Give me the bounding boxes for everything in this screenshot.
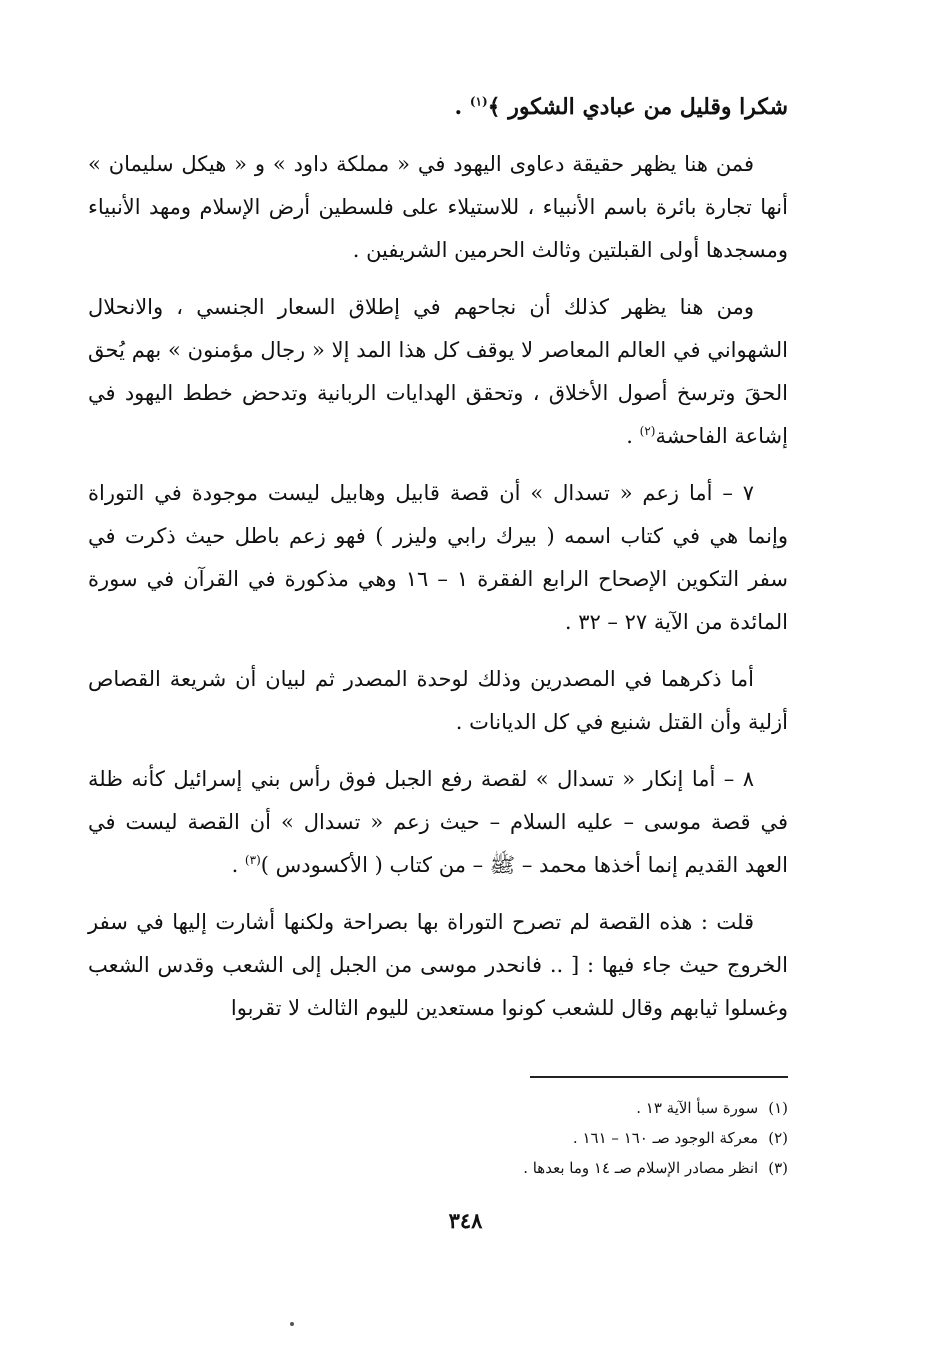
footnote-ref-3: (٣) [244, 853, 261, 867]
footnote-3: (٣)انظر مصادر الإسلام صـ ١٤ وما بعدها . [523, 1159, 788, 1177]
paragraph-point-8: ٨ – أما إنكار « تسدال » لقصة رفع الجبل فوق رأس بني إسرائيل كأنه ظلة في قصة موسى – عليه السلام – حيث زعم « تسدال » أن القصة ليست في العهد القديم إنما أخذها محمد – ﷺ – من كتاب ( الأكسودس )$^{(٣)}$ . [88, 767, 788, 877]
footnote-1: (١)سورة سبأ الآية ١٣ . [636, 1099, 788, 1117]
footnote-divider [530, 1076, 788, 1078]
footnotes [388, 1093, 788, 1183]
paragraph-moral-decline: ومن هنا يظهر كذلك أن نجاحهم في إطلاق السعار الجنسي ، والانحلال الشهواني في العالم المعاصر لا يوقف كل هذا المد إلا « رجال مؤمنون » بهم يُحق الحقَ وترسخ أصول الأخلاق ، وتحقق الهدايات الربانية وتدحض خطط اليهود في إشاعة الفاحشة$^{(٢)}$ . [88, 295, 788, 448]
paragraph-verse-ending: شكرا وقليل من عبادي الشكور ﴾$^{(١)}$ . [454, 94, 788, 120]
paragraph-point-7: ٧ – أما زعم « تسدال » أن قصة قابيل وهابيل ليست موجودة في التوراة وإنما هي في كتاب اسمه ( بيرك رابي وليزر ) فهو زعم باطل حيث ذكرت في سفر التكوين الإصحاح الرابع الفقرة ١ – ١٦ وهي مذكورة في القرآن في سورة المائدة من الآية ٢٧ – ٣٢ . [88, 481, 789, 634]
paragraph-two-sources: أما ذكرهما في المصدرين وذلك لوحدة المصدر ثم لبيان أن شريعة القصاص أزلية وأن القتل شنيع في كل الديانات . [88, 667, 788, 734]
scan-speck [290, 1322, 294, 1326]
footnote-ref-1: (١) [469, 94, 488, 109]
main-text [88, 86, 788, 1044]
paragraph-jewish-claims: فمن هنا يظهر حقيقة دعاوى اليهود في « مملكة داود » و « هيكل سليمان » أنها تجارة بائرة باسم الأنبياء ، للاستيلاء على فلسطين أرض الإسلام ومهد الأنبياء ومسجدها أولى القبلتين وثالث الحرمين الشريفين . [88, 152, 788, 262]
page-number: ٣٤٨ [448, 1208, 483, 1233]
footnote-2: (٢)معركة الوجود صـ ١٦٠ – ١٦١ . [572, 1129, 788, 1147]
paragraph-exodus-quote: قلت : هذه القصة لم تصرح التوراة بها بصراحة ولكنها أشارت إليها في سفر الخروج حيث جاء فيها : [ .. فانحدر موسى من الجبل إلى الشعب وقدس الشعب وغسلوا ثيابهم وقال للشعب كونوا مستعدين لليوم الثالث لا تقربوا [88, 910, 788, 1020]
footnote-ref-2: (٢) [639, 424, 656, 438]
